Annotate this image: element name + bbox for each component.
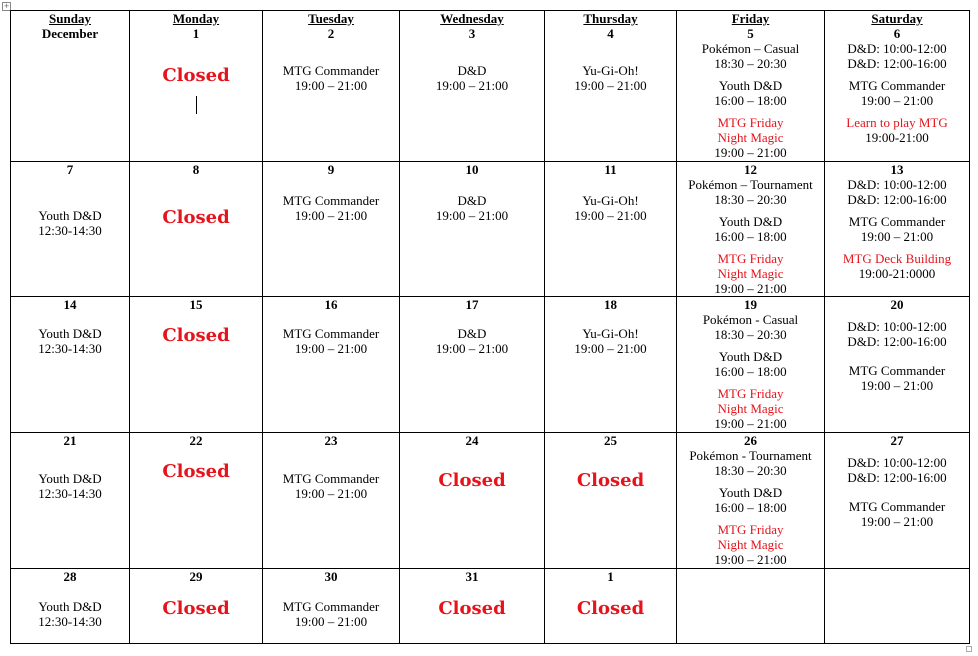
event-time: 16:00 – 18:00 xyxy=(714,229,787,244)
date-number: 17 xyxy=(465,297,479,312)
date-number: 2 xyxy=(327,26,335,41)
cell-wednesday-24 xyxy=(400,433,545,569)
event-name: MTG Commander xyxy=(282,63,380,78)
cell-sunday-21 xyxy=(11,433,130,569)
event-name: MTG Commander xyxy=(848,363,946,378)
event-name: Youth D&D xyxy=(38,326,102,341)
event-name: Pokémon – Tournament xyxy=(688,177,813,192)
closed-label: Closed xyxy=(162,325,230,346)
cell-wednesday-3 xyxy=(400,11,545,162)
date-number: 28 xyxy=(63,569,77,584)
event-name: MTG Commander xyxy=(282,599,380,614)
day-name-tuesday: Tuesday xyxy=(308,11,354,26)
event-name: MTG Commander xyxy=(848,78,946,93)
event-name: Pokémon – Casual xyxy=(701,41,800,56)
closed-label: Closed xyxy=(162,207,230,228)
date-number: 5 xyxy=(747,26,754,41)
event-time: 19:00 – 21:00 xyxy=(860,229,934,244)
event-time: 16:00 – 18:00 xyxy=(714,500,787,515)
cell-tuesday-9 xyxy=(263,162,400,297)
cell-thursday-4 xyxy=(545,11,677,162)
cell-wednesday-31 xyxy=(400,569,545,644)
event-name: Yu-Gi-Oh! xyxy=(582,326,639,341)
event-name: D&D: 10:00-12:00 xyxy=(847,41,947,56)
event-time: 19:00 – 21:00 xyxy=(714,145,787,160)
cell-thursday-18 xyxy=(545,297,677,433)
date-number: 25 xyxy=(604,433,617,448)
cell-monday-15 xyxy=(130,297,263,433)
cell-sunday-14 xyxy=(11,297,130,433)
event-name: MTG Commander xyxy=(282,326,380,341)
date-number: 18 xyxy=(604,297,617,312)
event-name: MTG Commander xyxy=(848,214,946,229)
event-name: Yu-Gi-Oh! xyxy=(582,63,639,78)
cell-wednesday-10 xyxy=(400,162,545,297)
week-row-2 xyxy=(11,162,970,297)
event-name: D&D xyxy=(457,63,487,78)
event-time: 12:30-14:30 xyxy=(38,486,102,501)
date-number: 4 xyxy=(607,26,614,41)
table-move-handle[interactable]: + xyxy=(3,2,10,10)
date-number: 19 xyxy=(744,297,757,312)
week-row-5 xyxy=(11,569,970,644)
event-name: Pokémon - Casual xyxy=(702,312,799,327)
event-time: 19:00 – 21:00 xyxy=(294,486,368,501)
event-time: 19:00 – 21:00 xyxy=(860,378,934,393)
date-number: 31 xyxy=(465,569,479,584)
date-number: 13 xyxy=(890,162,904,177)
event-name: D&D xyxy=(457,326,487,341)
date-number: 26 xyxy=(744,433,757,448)
event-time: 19:00 – 21:00 xyxy=(294,341,368,356)
event-time: 19:00-21:00 xyxy=(865,130,929,145)
cell-thursday-25 xyxy=(545,433,677,569)
closed-label: Closed xyxy=(576,598,645,619)
event-name: D&D xyxy=(457,193,487,208)
cell-monday-8 xyxy=(130,162,263,297)
event-name: D&D: 10:00-12:00 xyxy=(847,455,947,470)
event-time: 19:00 – 21:00 xyxy=(574,78,647,93)
event-name: Youth D&D xyxy=(718,485,783,500)
date-number: 27 xyxy=(890,433,904,448)
day-name-friday: Friday xyxy=(731,11,770,26)
cell-friday-12 xyxy=(677,162,825,297)
day-name-thursday: Thursday xyxy=(583,11,638,26)
month-label: December xyxy=(41,26,99,41)
date-number: 8 xyxy=(192,162,200,177)
event-time: 19:00 – 21:00 xyxy=(435,341,509,356)
day-name-wednesday: Wednesday xyxy=(440,11,504,26)
event-name: MTG Friday Night Magic xyxy=(717,251,784,281)
cell-tuesday-16 xyxy=(263,297,400,433)
date-number: 7 xyxy=(66,162,74,177)
cell-monday-29 xyxy=(130,569,263,644)
closed-label: Closed xyxy=(438,598,506,619)
event-time: 19:00 – 21:00 xyxy=(860,514,934,529)
event-time: 18:30 – 20:30 xyxy=(714,463,787,478)
date-number: 1 xyxy=(192,26,200,41)
closed-label: Closed xyxy=(162,598,230,619)
event-time: 19:00 – 21:00 xyxy=(714,552,787,567)
cell-sunday-28 xyxy=(11,569,130,644)
event-name: MTG Deck Building xyxy=(842,251,952,266)
event-time: 19:00 – 21:00 xyxy=(574,208,647,223)
event-name: MTG Friday Night Magic xyxy=(717,522,784,552)
event-time: 16:00 – 18:00 xyxy=(714,364,787,379)
event-name: Pokémon - Tournament xyxy=(689,448,812,463)
event-name: D&D: 12:00-16:00 xyxy=(847,334,947,349)
event-name: MTG Friday Night Magic xyxy=(717,115,784,145)
event-name: D&D: 10:00-12:00 xyxy=(847,177,947,192)
event-name: Youth D&D xyxy=(38,599,102,614)
event-name: MTG Commander xyxy=(282,193,380,208)
cell-sunday-header xyxy=(11,11,130,162)
event-time: 19:00 – 21:00 xyxy=(294,208,368,223)
day-name-monday: Monday xyxy=(172,11,220,26)
date-number: 23 xyxy=(324,433,338,448)
event-name: MTG Commander xyxy=(282,471,380,486)
date-number: 11 xyxy=(604,162,617,177)
cell-friday-empty xyxy=(677,569,825,644)
cell-tuesday-30 xyxy=(263,569,400,644)
event-name: Youth D&D xyxy=(38,208,102,223)
closed-label: Closed xyxy=(162,461,230,482)
cell-saturday-6 xyxy=(825,11,970,162)
date-number: 22 xyxy=(189,433,203,448)
date-number: 14 xyxy=(63,297,77,312)
day-name-saturday: Saturday xyxy=(871,11,923,26)
cell-saturday-13 xyxy=(825,162,970,297)
date-number: 6 xyxy=(893,26,901,41)
event-time: 19:00 – 21:00 xyxy=(714,416,787,431)
event-time: 12:30-14:30 xyxy=(38,614,102,629)
cell-saturday-20 xyxy=(825,297,970,433)
event-name: D&D: 10:00-12:00 xyxy=(847,319,947,334)
day-name-sunday: Sunday xyxy=(49,11,91,26)
date-number: 10 xyxy=(465,162,479,177)
date-number: 9 xyxy=(327,162,335,177)
table-resize-handle[interactable] xyxy=(966,646,972,652)
event-name: MTG Commander xyxy=(848,499,946,514)
closed-label: Closed xyxy=(162,65,230,86)
event-name: Youth D&D xyxy=(38,471,102,486)
event-time: 19:00 – 21:00 xyxy=(294,614,368,629)
cell-wednesday-17 xyxy=(400,297,545,433)
week-row-4 xyxy=(11,433,970,569)
event-time: 19:00-21:0000 xyxy=(858,266,936,281)
event-name: Youth D&D xyxy=(718,214,783,229)
date-number: 16 xyxy=(324,297,338,312)
event-name: Learn to play MTG xyxy=(846,115,948,130)
cell-monday-22 xyxy=(130,433,263,569)
event-name: Youth D&D xyxy=(718,349,783,364)
date-number: 20 xyxy=(890,297,904,312)
event-time: 19:00 – 21:00 xyxy=(294,78,368,93)
event-time: 19:00 – 21:00 xyxy=(860,93,934,108)
cell-tuesday-2 xyxy=(263,11,400,162)
event-name: MTG Friday Night Magic xyxy=(717,386,784,416)
date-number: 24 xyxy=(465,433,479,448)
cell-thursday-11 xyxy=(545,162,677,297)
closed-label: Closed xyxy=(576,470,645,491)
cell-friday-26 xyxy=(677,433,825,569)
cell-saturday-27 xyxy=(825,433,970,569)
cell-friday-5 xyxy=(677,11,825,162)
event-time: 19:00 – 21:00 xyxy=(435,208,509,223)
cell-sunday-7 xyxy=(11,162,130,297)
event-time: 19:00 – 21:00 xyxy=(714,281,787,296)
event-name: D&D: 12:00-16:00 xyxy=(847,56,947,71)
event-time: 12:30-14:30 xyxy=(38,223,102,238)
closed-label: Closed xyxy=(438,470,506,491)
date-number: 15 xyxy=(189,297,203,312)
date-number: 12 xyxy=(744,162,757,177)
event-name: D&D: 12:00-16:00 xyxy=(847,470,947,485)
event-name: Yu-Gi-Oh! xyxy=(582,193,639,208)
date-number: 3 xyxy=(468,26,476,41)
date-number: 29 xyxy=(189,569,203,584)
cell-tuesday-23 xyxy=(263,433,400,569)
cell-friday-19 xyxy=(677,297,825,433)
event-time: 16:00 – 18:00 xyxy=(714,93,787,108)
event-time: 12:30-14:30 xyxy=(38,341,102,356)
text-cursor xyxy=(196,96,197,114)
date-number: 21 xyxy=(63,433,77,448)
cell-monday-1 xyxy=(130,11,263,162)
date-number: 30 xyxy=(324,569,338,584)
event-time: 19:00 – 21:00 xyxy=(574,341,647,356)
event-time: 19:00 – 21:00 xyxy=(435,78,509,93)
week-row-3 xyxy=(11,297,970,433)
event-time: 18:30 – 20:30 xyxy=(714,56,787,71)
date-number: 1 xyxy=(607,569,614,584)
cell-thursday-1 xyxy=(545,569,677,644)
calendar-table xyxy=(10,10,970,644)
event-time: 18:30 – 20:30 xyxy=(714,327,787,342)
cell-saturday-empty xyxy=(825,569,970,644)
event-name: D&D: 12:00-16:00 xyxy=(847,192,947,207)
event-time: 18:30 – 20:30 xyxy=(714,192,787,207)
event-name: Youth D&D xyxy=(718,78,783,93)
week-row-1 xyxy=(11,11,970,162)
